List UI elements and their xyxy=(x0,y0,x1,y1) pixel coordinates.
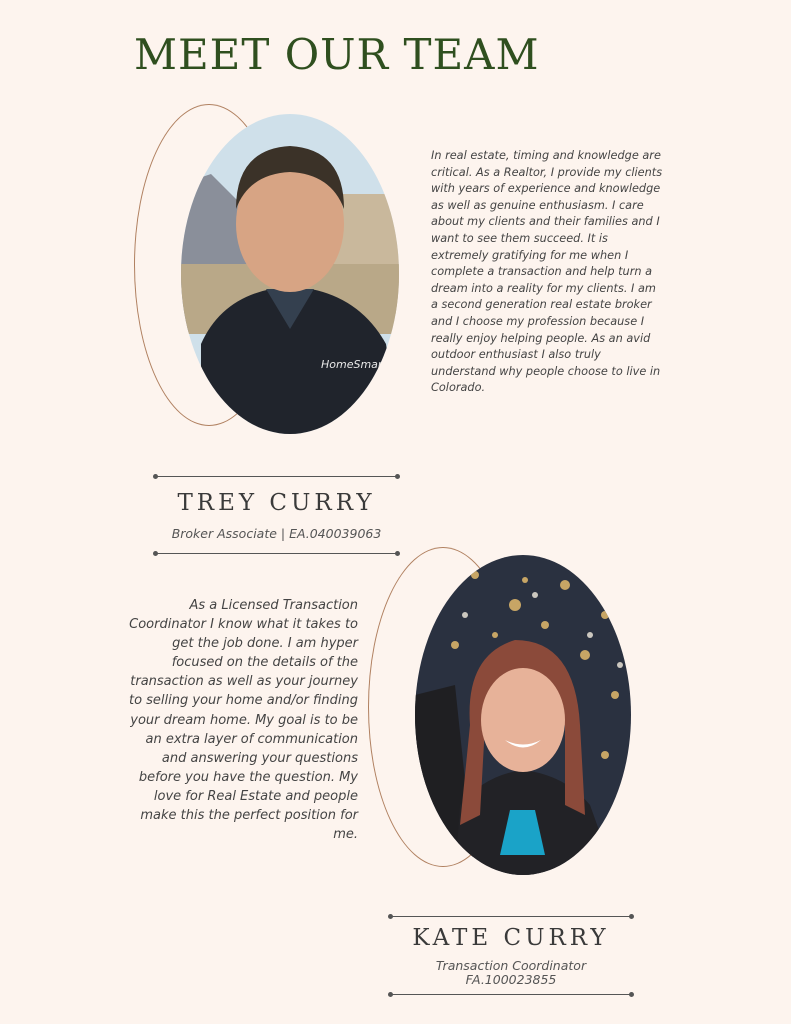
kate-name: KATE CURRY xyxy=(412,925,610,951)
kate-bio: As a Licensed Transaction Coordinator I know what it takes to get the job done. I am hyper focused on the details of the transaction as well as your journey to selling your home and/or finding your dream home. My goal is to be an extra layer of communication and answering your questions before you have the question. My love for Real Estate and people make this the perfect position for me. xyxy=(128,598,358,843)
divider-bottom xyxy=(390,994,632,995)
jacket-logo: HomeSmart xyxy=(321,358,387,371)
kate-curry-photo xyxy=(415,555,631,875)
divider-top xyxy=(390,916,632,917)
divider-bottom xyxy=(155,553,398,554)
kate-role-line1: Transaction Coordinator xyxy=(435,958,587,973)
page-title: MEET OUR TEAM xyxy=(134,30,540,79)
trey-role: Broker Associate | EA.040039063 xyxy=(171,526,382,541)
kate-role-line2: FA.100023855 xyxy=(465,972,557,987)
trey-bio: In real estate, timing and knowledge are critical. As a Realtor, I provide my clients with years of experience and knowledge as well as genuine enthusiasm. I care about my clients and their families and I want to see them succeed. It is extremely gratifying for me when I complete a transaction and help turn a dream into a reality for my clients. I am a second generation real estate broker and I choose my profession because I really enjoy helping people. As an avid outdoor enthusiast I also truly understand why people choose to live in Colorado. xyxy=(431,149,663,395)
trey-curry-photo xyxy=(181,114,399,434)
trey-name: TREY CURRY xyxy=(177,490,376,516)
divider-top xyxy=(155,476,398,477)
